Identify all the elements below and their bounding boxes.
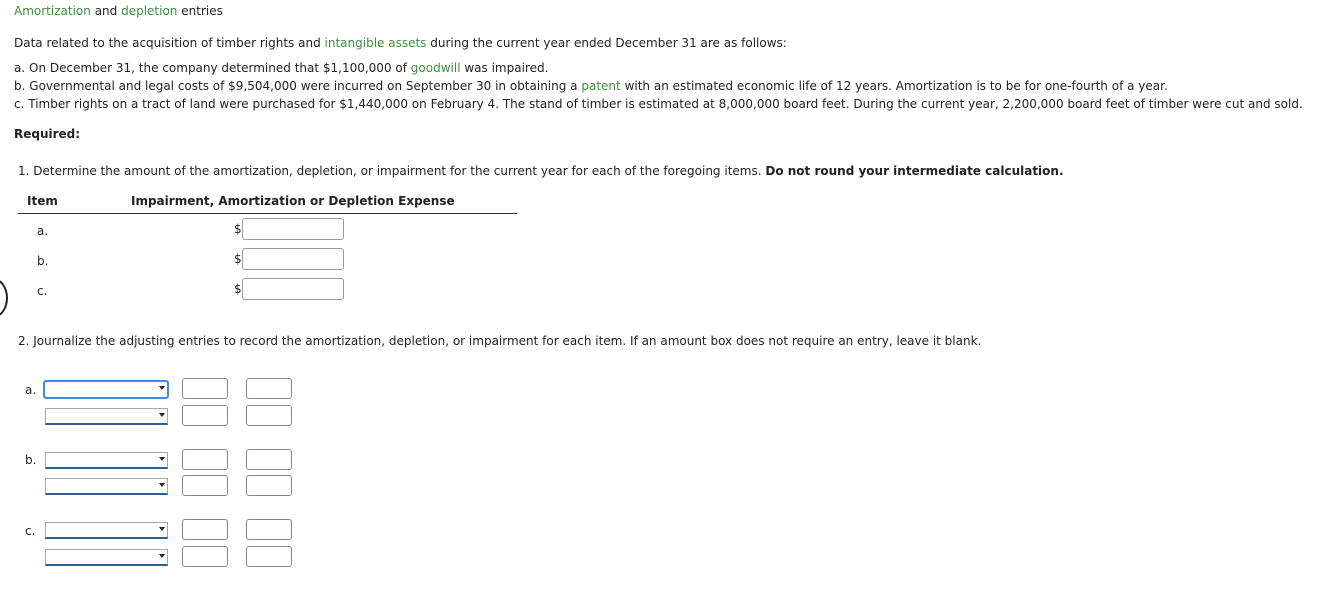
item-a-text (14, 61, 548, 75)
depletion-link[interactable]: depletion (121, 4, 178, 18)
debit-input-b1[interactable] (182, 449, 228, 470)
entry-label-a: a. (25, 383, 37, 397)
debit-input-b2[interactable] (182, 475, 228, 496)
credit-input-a2[interactable] (246, 405, 292, 426)
item-b-after: with an estimated economic life of 12 years. Amortization is to be for one-fourth of a year. (624, 79, 1168, 93)
col-header-expense: Impairment, Amortization or Depletion Expense (131, 194, 455, 208)
account-select-a1[interactable] (43, 380, 169, 399)
row-label-a: a. (37, 224, 49, 238)
credit-input-c2[interactable] (246, 546, 292, 567)
item-b-before: Governmental and legal costs of $9,504,000 were incurred on September 30 in obtaining a (29, 79, 578, 93)
question-2-text: 2. Journalize the adjusting entries to record the amortization, depletion, or impairment for each item. If an amount box does not require an entry, leave it blank. (18, 334, 982, 348)
question-1-bold: Do not round your intermediate calculation. (765, 164, 1064, 178)
chevron-down-icon (159, 386, 165, 390)
item-c-text (14, 97, 1303, 111)
question-1-text: 1. Determine the amount of the amortization, depletion, or impairment for the current year for each of the foregoing items. (18, 164, 762, 178)
entry-label-b: b. (25, 453, 37, 467)
question-1 (18, 164, 1064, 178)
item-c-body: Timber rights on a tract of land were purchased for $1,440,000 on February 4. The stand of timber is estimated at 8,000,000 board feet. During the current year, 2,200,000 board feet of timber were cut and sold. (28, 97, 1303, 111)
edge-circle-button[interactable] (0, 278, 8, 318)
debit-input-a2[interactable] (182, 405, 228, 426)
debit-input-c1[interactable] (182, 519, 228, 540)
chevron-down-icon (159, 527, 165, 531)
debit-input-a1[interactable] (182, 378, 228, 399)
account-select-b1[interactable] (45, 452, 168, 469)
credit-input-b1[interactable] (246, 449, 292, 470)
item-a-prefix: a. (14, 61, 26, 75)
item-b-text (14, 79, 1168, 93)
expense-input-c[interactable] (242, 278, 344, 300)
debit-input-c2[interactable] (182, 546, 228, 567)
item-b-prefix: b. (14, 79, 26, 93)
title-entries: entries (181, 4, 223, 18)
item-a-before: On December 31, the company determined that $1,100,000 of (29, 61, 407, 75)
required-label: Required: (14, 127, 81, 141)
item-c-prefix: c. (14, 97, 25, 111)
chevron-down-icon (159, 554, 165, 558)
amortization-link[interactable]: Amortization (14, 4, 91, 18)
expense-input-b[interactable] (242, 248, 344, 270)
item-a-after: was impaired. (464, 61, 549, 75)
account-select-c2[interactable] (45, 549, 168, 566)
entry-label-c: c. (25, 524, 36, 538)
chevron-down-icon (159, 413, 165, 417)
credit-input-a1[interactable] (246, 378, 292, 399)
intro-after: during the current year ended December 31 are as follows: (430, 36, 787, 50)
row-label-c: c. (37, 284, 48, 298)
title-and: and (94, 4, 118, 18)
expense-input-a[interactable] (242, 218, 344, 240)
row-label-b: b. (37, 254, 49, 268)
intro-before: Data related to the acquisition of timber rights and (14, 36, 321, 50)
chevron-down-icon (159, 483, 165, 487)
col-header-item: Item (27, 194, 58, 208)
patent-link[interactable]: patent (581, 79, 621, 93)
account-select-a2[interactable] (45, 408, 168, 425)
currency-a: $ (234, 222, 242, 236)
credit-input-c1[interactable] (246, 519, 292, 540)
intangible-assets-link[interactable]: intangible assets (324, 36, 427, 50)
goodwill-link[interactable]: goodwill (410, 61, 461, 75)
chevron-down-icon (159, 457, 165, 461)
currency-c: $ (234, 282, 242, 296)
credit-input-b2[interactable] (246, 475, 292, 496)
account-select-c1[interactable] (45, 522, 168, 539)
currency-b: $ (234, 252, 242, 266)
intro-text (14, 36, 787, 50)
account-select-b2[interactable] (45, 478, 168, 495)
header-divider (18, 213, 517, 214)
page-title (14, 4, 223, 18)
